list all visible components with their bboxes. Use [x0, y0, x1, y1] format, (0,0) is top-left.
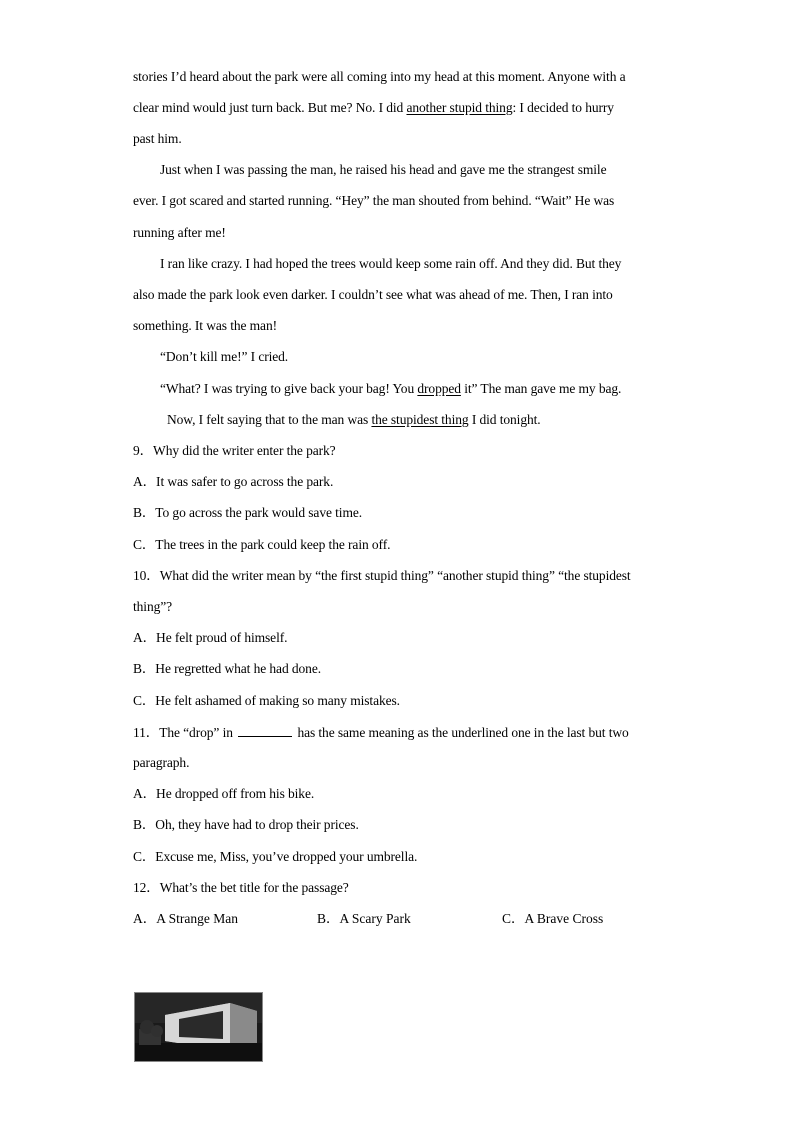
passage-text: : I decided to hurry — [512, 100, 614, 115]
question-text: has the same meaning as the underlined one in the last but two — [297, 725, 629, 740]
passage-line: running after me! — [133, 225, 226, 240]
underlined-phrase: another stupid thing — [406, 100, 513, 115]
answer-option: B．He regretted what he had done. — [133, 661, 321, 676]
passage-line: Just when I was passing the man, he raised his head and gave me the strangest smile — [160, 162, 607, 177]
answer-option: B．To go across the park would save time. — [133, 505, 363, 520]
passage-text: it” The man gave me my bag. — [460, 381, 622, 396]
question-stem: 9．Why did the writer enter the park? — [133, 443, 336, 458]
passage-line — [167, 412, 707, 428]
passage-line: “Don’t kill me!” I cried. — [160, 349, 289, 364]
question-stem: paragraph. — [133, 755, 190, 770]
building-photo — [134, 992, 263, 1062]
passage-line: ever. I got scared and started running. “Hey” the man shouted from behind. “Wait” He was — [133, 193, 615, 208]
answer-option: A．He dropped off from his bike. — [133, 786, 315, 801]
passage-text: clear mind would just turn back. But me? No. I did — [133, 100, 407, 115]
passage-line — [160, 381, 700, 397]
passage-text: Now, I felt saying that to the man was — [167, 412, 372, 427]
answer-option: A．A Strange Man — [133, 911, 238, 926]
answer-blank — [238, 724, 292, 737]
answer-option: C．Excuse me, Miss, you’ve dropped your umbrella. — [133, 849, 418, 864]
building-illustration — [135, 993, 262, 1061]
answer-option: A．He felt proud of himself. — [133, 630, 288, 645]
answer-option: C．He felt ashamed of making so many mistakes. — [133, 693, 400, 708]
question-stem: 12．What’s the bet title for the passage? — [133, 880, 349, 895]
answer-option: A．It was safer to go across the park. — [133, 474, 334, 489]
underlined-word: dropped — [417, 381, 461, 396]
passage-line: something. It was the man! — [133, 318, 277, 333]
passage-line: past him. — [133, 131, 182, 146]
passage-line: stories I’d heard about the park were all coming into my head at this moment. Anyone with a — [133, 69, 626, 84]
question-text: 11．The “drop” in — [133, 725, 233, 740]
passage-line — [133, 100, 673, 116]
passage-line: also made the park look even darker. I couldn’t see what was ahead of me. Then, I ran into — [133, 287, 613, 302]
answer-option: C．A Brave Cross — [502, 911, 604, 926]
question-stem — [133, 724, 673, 741]
passage-text: “What? I was trying to give back your bag! You — [160, 381, 418, 396]
question-stem: thing”? — [133, 599, 173, 614]
underlined-phrase: the stupidest thing — [371, 412, 469, 427]
passage-line: I ran like crazy. I had hoped the trees would keep some rain off. And they did. But they — [160, 256, 622, 271]
question-stem: 10．What did the writer mean by “the first stupid thing” “another stupid thing” “the stupidest — [133, 568, 631, 583]
answer-option: B．A Scary Park — [317, 911, 411, 926]
answer-option: B．Oh, they have had to drop their prices. — [133, 817, 359, 832]
passage-text: I did tonight. — [468, 412, 541, 427]
answer-option: C．The trees in the park could keep the rain off. — [133, 537, 391, 552]
